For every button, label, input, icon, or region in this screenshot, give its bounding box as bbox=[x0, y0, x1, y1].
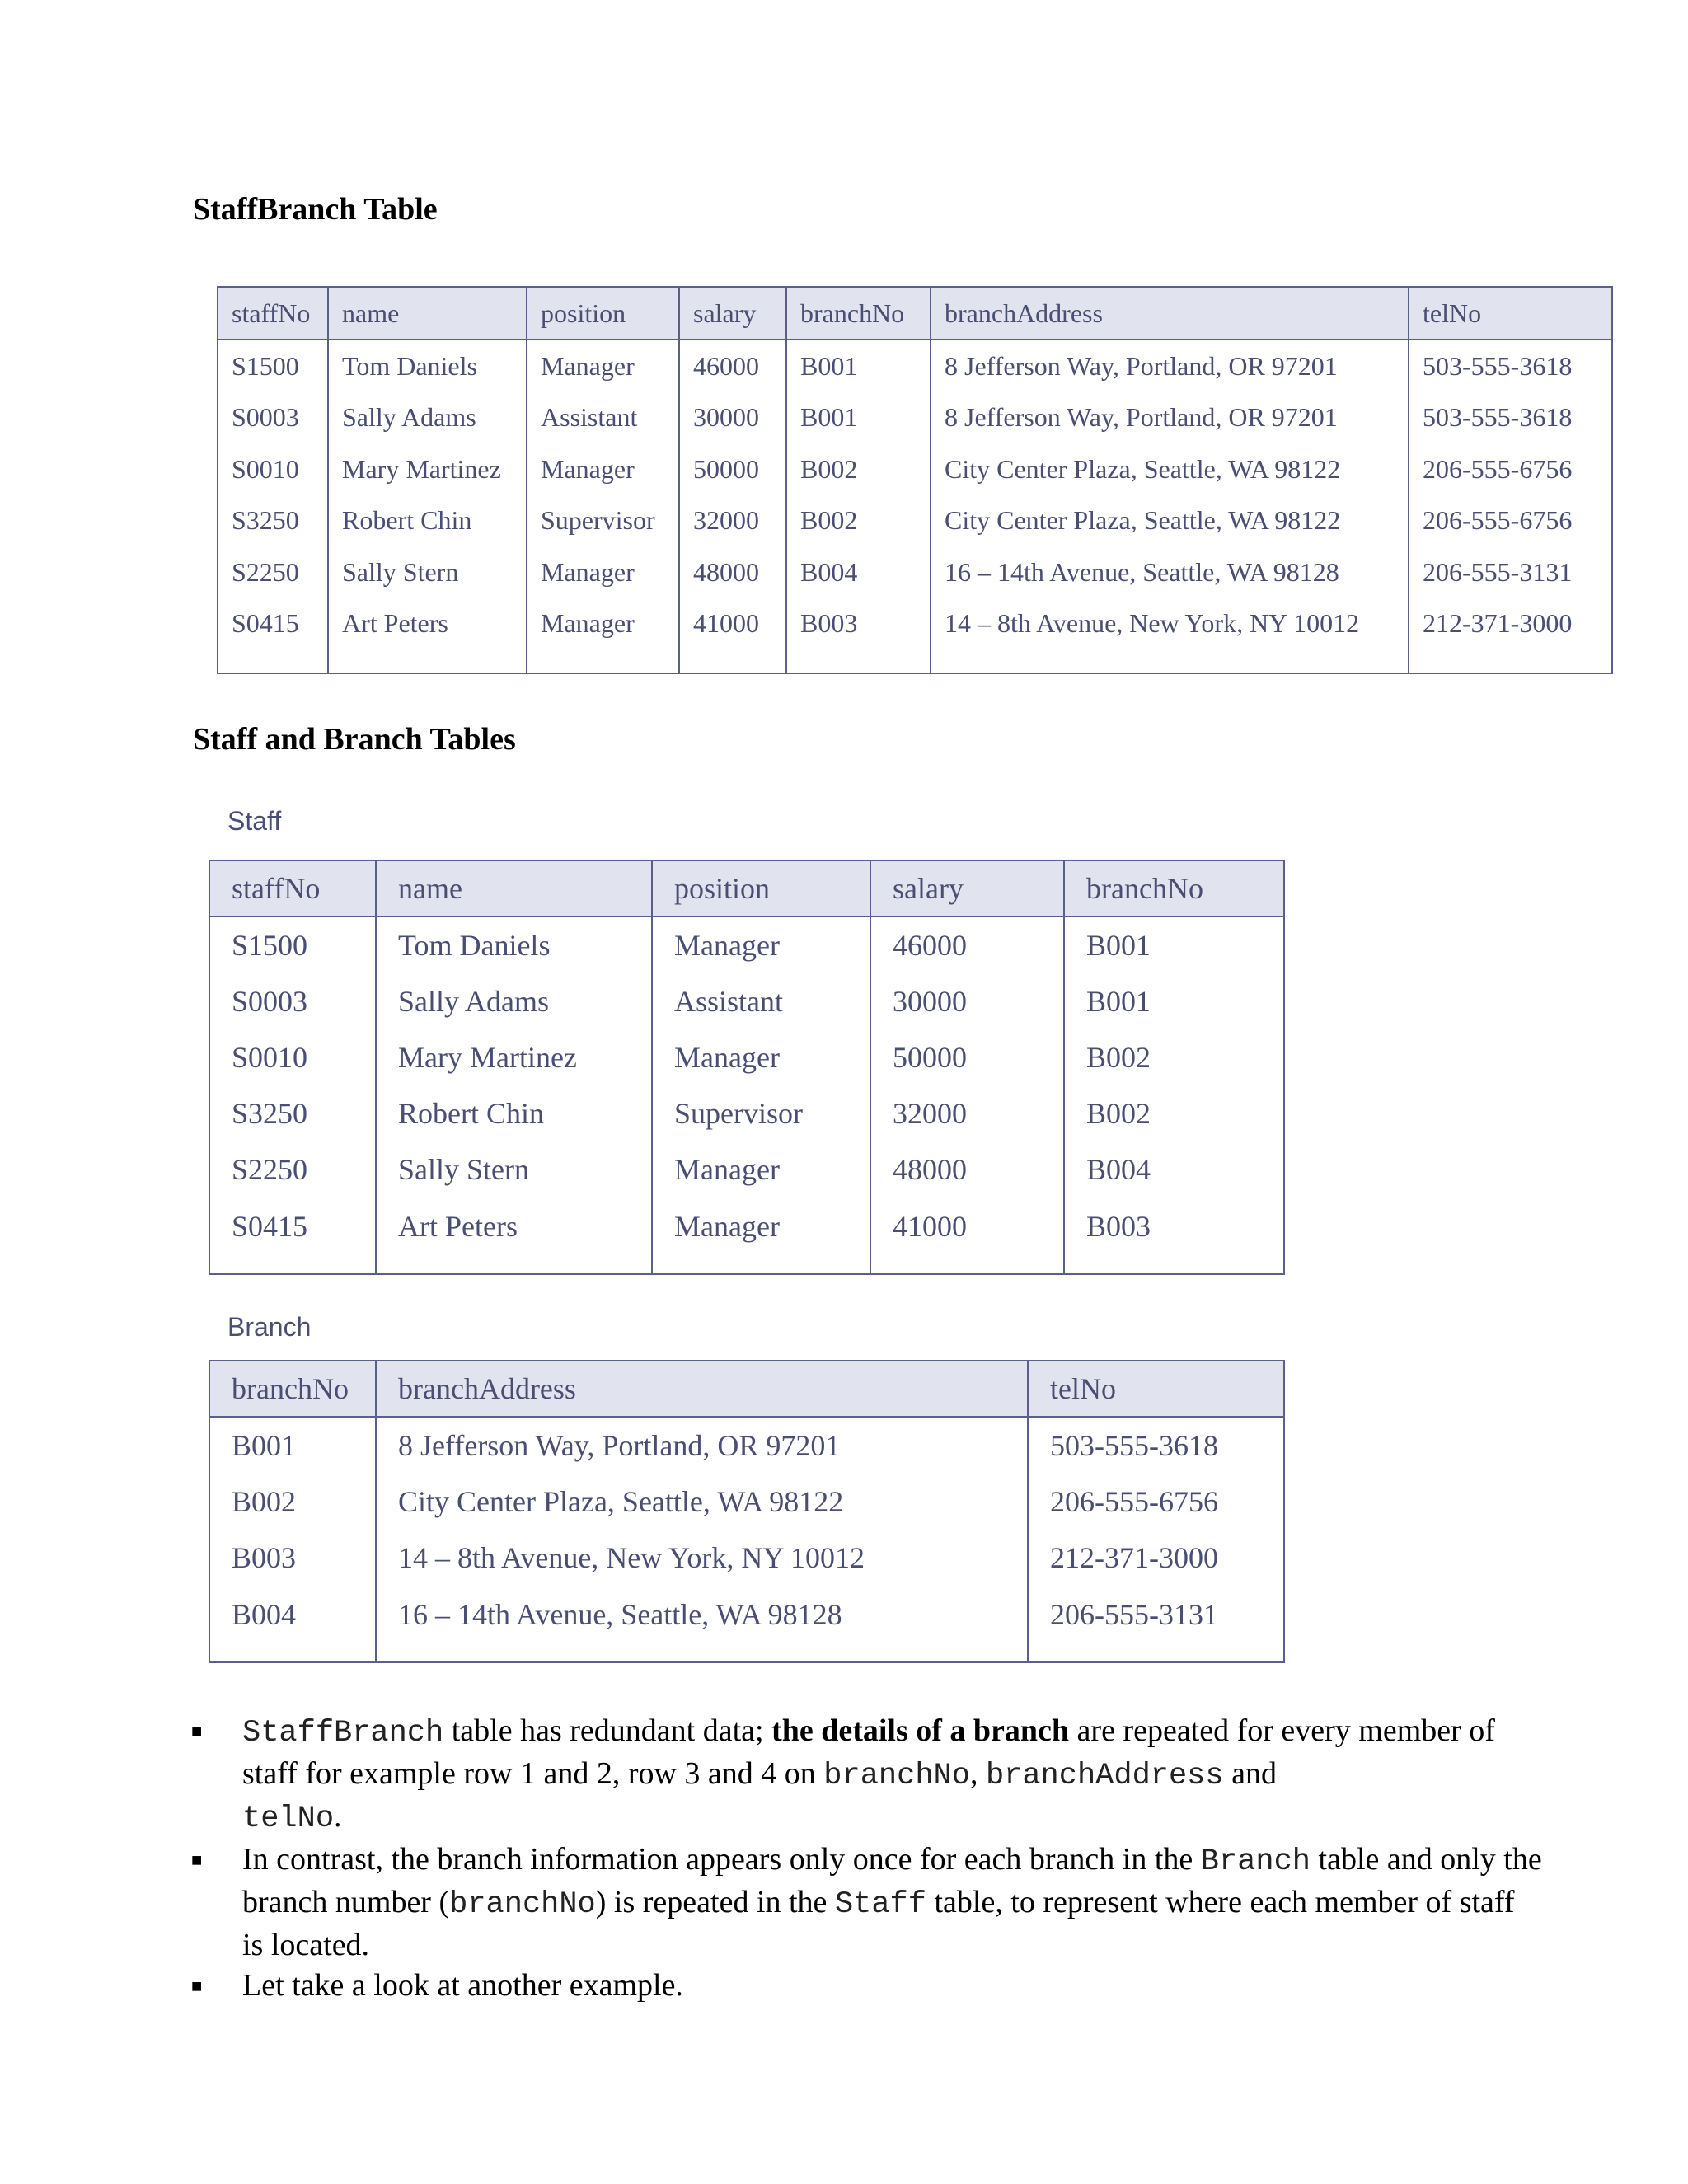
table-row bbox=[209, 916, 1284, 973]
staffbranch-heading: StaffBranch Table bbox=[193, 192, 438, 227]
table-cell: 46000 bbox=[870, 916, 1064, 973]
table-cell: Mary Martinez bbox=[328, 443, 527, 495]
table-cell: Manager bbox=[527, 443, 679, 495]
column-header: salary bbox=[870, 860, 1064, 916]
table-row bbox=[209, 1586, 1284, 1662]
code-telno: telNo bbox=[242, 1802, 335, 1836]
table-cell: S1500 bbox=[232, 350, 299, 381]
table-row bbox=[209, 1474, 1284, 1530]
table-cell: Supervisor bbox=[652, 1085, 870, 1141]
table-cell: 212-371-3000 bbox=[1028, 1530, 1284, 1586]
table-cell: B003 bbox=[786, 598, 931, 673]
table-header bbox=[218, 287, 1612, 340]
column-header: branchAddress bbox=[931, 287, 1409, 340]
table-cell: 206-555-3131 bbox=[1409, 546, 1612, 598]
square-bullet-icon: ■ bbox=[191, 1721, 203, 1741]
table-cell: 503-555-3618 bbox=[1409, 392, 1612, 444]
column-header: branchNo bbox=[209, 1361, 376, 1417]
column-header: name bbox=[376, 860, 652, 916]
table-row bbox=[218, 598, 1612, 673]
table-cell: B002 bbox=[1064, 1029, 1284, 1085]
bullet-text: and bbox=[1223, 1756, 1277, 1791]
table-cell: Tom Daniels bbox=[376, 916, 652, 973]
table-cell: Art Peters bbox=[328, 598, 527, 673]
bullet-text: Let take a look at another example. bbox=[242, 1968, 683, 2003]
table-cell: 14 – 8th Avenue, New York, NY 10012 bbox=[376, 1530, 1028, 1586]
table-cell: Manager bbox=[652, 916, 870, 973]
column-header: branchNo bbox=[786, 287, 931, 340]
column-header: position bbox=[527, 287, 679, 340]
header-row bbox=[218, 287, 1612, 340]
table-row bbox=[218, 340, 1612, 392]
table-cell: Sally Stern bbox=[328, 546, 527, 598]
bullet-item bbox=[191, 1840, 1543, 1966]
table-cell: 30000 bbox=[870, 973, 1064, 1029]
table-cell: 46000 bbox=[679, 340, 786, 392]
table-cell: 206-555-6756 bbox=[1409, 443, 1612, 495]
table-cell: 8 Jefferson Way, Portland, OR 97201 bbox=[376, 1417, 1028, 1474]
table-row bbox=[209, 1530, 1284, 1586]
table-cell: B004 bbox=[232, 1598, 297, 1631]
table-row bbox=[218, 546, 1612, 598]
table-body bbox=[218, 340, 1612, 673]
code-branchaddress: branchAddress bbox=[985, 1759, 1224, 1793]
code-branchno: branchNo bbox=[449, 1887, 596, 1922]
table-cell: B001 bbox=[232, 1429, 297, 1462]
column-header: telNo bbox=[1409, 287, 1612, 340]
table-row bbox=[218, 495, 1612, 547]
column-header: name bbox=[328, 287, 527, 340]
header-row bbox=[209, 1361, 1284, 1417]
bullet-text: , bbox=[969, 1756, 986, 1791]
staff-and-branch-heading: Staff and Branch Tables bbox=[193, 722, 516, 757]
column-header: branchNo bbox=[1064, 860, 1284, 916]
column-header: telNo bbox=[1028, 1361, 1284, 1417]
table-cell: Manager bbox=[527, 340, 679, 392]
column-header: salary bbox=[679, 287, 786, 340]
table-cell: Assistant bbox=[527, 392, 679, 444]
table-cell: Manager bbox=[652, 1029, 870, 1085]
table-cell: S3250 bbox=[232, 505, 299, 536]
table-cell: 206-555-6756 bbox=[1409, 495, 1612, 547]
table-cell: S0003 bbox=[232, 985, 308, 1018]
table-row bbox=[209, 1417, 1284, 1474]
table-row bbox=[209, 1029, 1284, 1085]
table-cell: 50000 bbox=[679, 443, 786, 495]
table-cell: Robert Chin bbox=[376, 1085, 652, 1141]
table-cell: S3250 bbox=[232, 1097, 308, 1130]
table-cell: Assistant bbox=[652, 973, 870, 1029]
table-row bbox=[209, 1197, 1284, 1274]
bullet-text: table, to represent where each member of staff is located. bbox=[242, 1885, 1515, 1962]
code-branch: Branch bbox=[1200, 1844, 1311, 1879]
table-cell: Sally Adams bbox=[376, 973, 652, 1029]
table-cell: 212-371-3000 bbox=[1409, 598, 1612, 673]
table-body bbox=[209, 916, 1284, 1274]
table-cell: S0003 bbox=[232, 402, 299, 433]
table-cell: 206-555-6756 bbox=[1028, 1474, 1284, 1530]
table-cell: S1500 bbox=[232, 929, 308, 962]
column-header: position bbox=[652, 860, 870, 916]
table-cell: Manager bbox=[652, 1197, 870, 1274]
table-row bbox=[209, 1085, 1284, 1141]
table-header bbox=[209, 860, 1284, 916]
table-cell: B002 bbox=[232, 1485, 297, 1518]
table-cell: 14 – 8th Avenue, New York, NY 10012 bbox=[931, 598, 1409, 673]
table-row bbox=[218, 392, 1612, 444]
table-cell: 48000 bbox=[870, 1141, 1064, 1197]
code-staffbranch: StaffBranch bbox=[242, 1716, 444, 1750]
table-cell: S0010 bbox=[232, 453, 299, 484]
table-cell: B002 bbox=[786, 495, 931, 547]
table-cell: Art Peters bbox=[376, 1197, 652, 1274]
table-cell: 48000 bbox=[679, 546, 786, 598]
code-branchno: branchNo bbox=[823, 1759, 970, 1793]
column-header: staffNo bbox=[209, 860, 376, 916]
table-cell: Sally Adams bbox=[328, 392, 527, 444]
staff-caption: Staff bbox=[227, 806, 282, 836]
table-cell: Manager bbox=[527, 598, 679, 673]
table-cell: B004 bbox=[786, 546, 931, 598]
table-cell: 32000 bbox=[679, 495, 786, 547]
table-cell: 8 Jefferson Way, Portland, OR 97201 bbox=[931, 340, 1409, 392]
column-header: branchAddress bbox=[376, 1361, 1028, 1417]
bullet-list bbox=[191, 1711, 1543, 2006]
table-cell: Sally Stern bbox=[376, 1141, 652, 1197]
table-cell: S0415 bbox=[232, 607, 299, 638]
bullet-item bbox=[191, 1711, 1543, 1840]
table-cell: 16 – 14th Avenue, Seattle, WA 98128 bbox=[931, 546, 1409, 598]
table-cell: 503-555-3618 bbox=[1409, 340, 1612, 392]
bullet-item bbox=[191, 1966, 1543, 2006]
bullet-text: table has redundant data; bbox=[443, 1713, 772, 1748]
square-bullet-icon: ■ bbox=[191, 1975, 203, 1996]
table-body bbox=[209, 1417, 1284, 1662]
table-cell: Manager bbox=[527, 546, 679, 598]
table-cell: S2250 bbox=[232, 556, 299, 587]
column-header: staffNo bbox=[218, 287, 328, 340]
table-cell: 32000 bbox=[870, 1085, 1064, 1141]
table-cell: 50000 bbox=[870, 1029, 1064, 1085]
table-cell: City Center Plaza, Seattle, WA 98122 bbox=[376, 1474, 1028, 1530]
table-cell: Robert Chin bbox=[328, 495, 527, 547]
bullet-text: are repeated for every member of staff for example row 1 and 2, row 3 and 4 on bbox=[242, 1713, 1495, 1791]
table-cell: City Center Plaza, Seattle, WA 98122 bbox=[931, 495, 1409, 547]
table-cell: 8 Jefferson Way, Portland, OR 97201 bbox=[931, 392, 1409, 444]
table-cell: 16 – 14th Avenue, Seattle, WA 98128 bbox=[376, 1586, 1028, 1662]
square-bullet-icon: ■ bbox=[191, 1849, 203, 1870]
table-cell: B003 bbox=[232, 1541, 297, 1574]
table-cell: B002 bbox=[786, 443, 931, 495]
table-cell: 206-555-3131 bbox=[1028, 1586, 1284, 1662]
table-cell: S0010 bbox=[232, 1041, 308, 1074]
staffbranch-table bbox=[217, 286, 1613, 674]
bullet-text: In contrast, the branch information appears only once for each branch in the bbox=[242, 1842, 1201, 1877]
table-cell: B004 bbox=[1064, 1141, 1284, 1197]
bullet-text: table and only the branch number ( bbox=[242, 1842, 1542, 1919]
bold-text: the details of a branch bbox=[771, 1713, 1070, 1748]
table-cell: B001 bbox=[1064, 916, 1284, 973]
table-row bbox=[218, 443, 1612, 495]
branch-caption: Branch bbox=[227, 1312, 312, 1342]
table-cell: Supervisor bbox=[527, 495, 679, 547]
table-cell: B001 bbox=[786, 340, 931, 392]
table-cell: B001 bbox=[786, 392, 931, 444]
table-cell: 30000 bbox=[679, 392, 786, 444]
table-cell: Mary Martinez bbox=[376, 1029, 652, 1085]
table-cell: 41000 bbox=[679, 598, 786, 673]
bullet-text: . bbox=[334, 1799, 342, 1834]
staff-table bbox=[209, 860, 1285, 1275]
bullet-text: ) is repeated in the bbox=[595, 1885, 835, 1919]
table-header bbox=[209, 1361, 1284, 1417]
table-cell: 503-555-3618 bbox=[1028, 1417, 1284, 1474]
table-row bbox=[209, 973, 1284, 1029]
table-cell: Manager bbox=[652, 1141, 870, 1197]
table-cell: B002 bbox=[1064, 1085, 1284, 1141]
table-cell: Tom Daniels bbox=[328, 340, 527, 392]
table-cell: 41000 bbox=[870, 1197, 1064, 1274]
table-cell: B001 bbox=[1064, 973, 1284, 1029]
header-row bbox=[209, 860, 1284, 916]
code-staff: Staff bbox=[834, 1887, 926, 1922]
table-cell: S2250 bbox=[232, 1153, 308, 1186]
table-cell: B003 bbox=[1064, 1197, 1284, 1274]
table-row bbox=[209, 1141, 1284, 1197]
table-cell: S0415 bbox=[232, 1210, 308, 1243]
branch-table bbox=[209, 1360, 1285, 1663]
table-cell: City Center Plaza, Seattle, WA 98122 bbox=[931, 443, 1409, 495]
